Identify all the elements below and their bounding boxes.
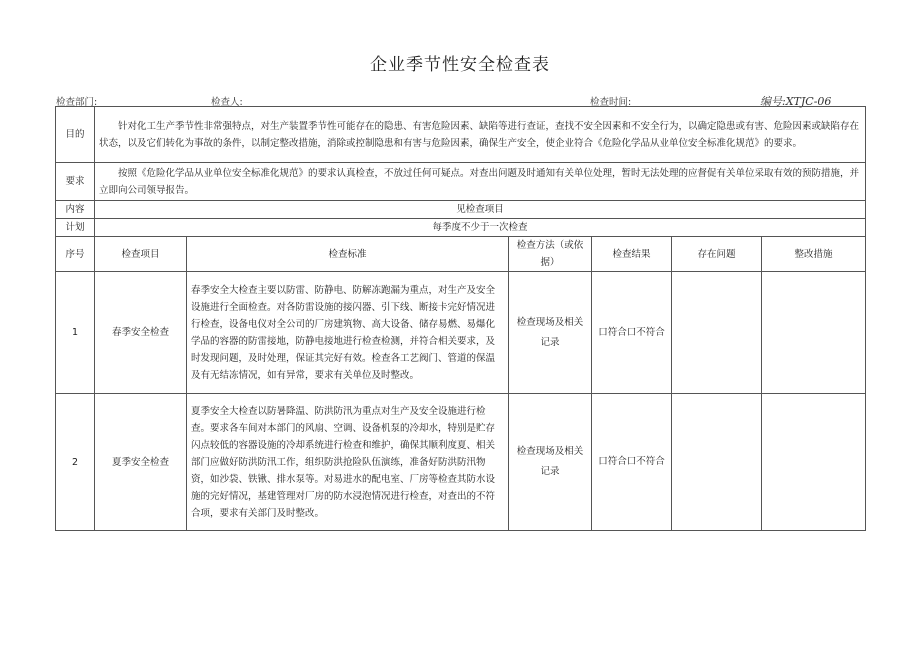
- doc-code: 编号:XTJC-06: [760, 95, 832, 108]
- header-standard: 检查标准: [187, 237, 509, 272]
- row-measure[interactable]: [762, 272, 866, 394]
- requirement-row: [56, 163, 866, 201]
- time-label: 检查时间:: [590, 97, 632, 108]
- row-item: 春季安全检查: [95, 272, 187, 394]
- requirement-text: 按照《危险化学品从业单位安全标准化规范》的要求认真检查，不放过任何可疑点。对查出问题及时通知有关单位处理，暂时无法处理的应督促有关单位采取有效的预防措施，并立即向公司领导报告。: [95, 163, 866, 201]
- content-row: [56, 201, 866, 219]
- header-row: [56, 237, 866, 272]
- plan-label: 计划: [56, 219, 95, 237]
- row-standard: 春季安全大检查主要以防雷、防静电、防解冻跑漏为重点，对生产及安全设施进行全面检查。对各防雷设施的接闪器、引下线、断接卡完好情况进行检查，设备电仪对全公司的厂房建筑物、高大设备、储存易燃、易爆化学品的容器的防雷接地，防静电接地进行检查检测，并符合相关要求，及时发现问题，及时处理，保证其完好有效。检查各工艺阀门、管道的保温及有无结冻情况，如有异常，要求有关单位及时整改。: [187, 272, 509, 394]
- row-method: 检查现场及相关记录: [509, 394, 592, 531]
- content-label: 内容: [56, 201, 95, 219]
- inspection-table: [55, 106, 866, 531]
- row-result[interactable]: 口符合口不符合: [592, 272, 672, 394]
- dept-label: 检查部门:: [56, 97, 98, 108]
- plan-row: [56, 219, 866, 237]
- content-text: 见检查项目: [95, 201, 866, 219]
- header-result: 检查结果: [592, 237, 672, 272]
- header-seq: 序号: [56, 237, 95, 272]
- row-issue[interactable]: [672, 394, 762, 531]
- row-method: 检查现场及相关记录: [509, 272, 592, 394]
- requirement-label: 要求: [56, 163, 95, 201]
- page-title: 企业季节性安全检查表: [370, 55, 550, 75]
- row-standard: 夏季安全大检查以防暑降温、防洪防汛为重点对生产及安全设施进行检查。要求各车间对本部门的风扇、空调、设备机泵的冷却水，特别是贮存闪点较低的容器设施的冷却系统进行检查和维护，确保其顺利度夏、相关部门应做好防洪防汛工作，组织防洪抢险队伍演练，准备好防洪防汛物资，如沙袋、铁锹、排水泵等。对易进水的配电室、厂房等检查其防水设施的完好情况，基建管理对厂房的防水浸泡情况进行检查，对查出的不符合项，要求有关部门及时整改。: [187, 394, 509, 531]
- row-issue[interactable]: [672, 272, 762, 394]
- header-measure: 整改措施: [762, 237, 866, 272]
- header-item: 检查项目: [95, 237, 187, 272]
- purpose-label: 目的: [56, 107, 95, 163]
- row-seq: 1: [56, 272, 95, 394]
- purpose-row: [56, 107, 866, 163]
- table-row: [56, 272, 866, 394]
- row-seq: 2: [56, 394, 95, 531]
- plan-text: 每季度不少于一次检查: [95, 219, 866, 237]
- row-measure[interactable]: [762, 394, 866, 531]
- purpose-text: 针对化工生产季节性非常强特点，对生产装置季节性可能存在的隐患、有害危险因素、缺陷等进行查证，查找不安全因素和不安全行为，以确定隐患或有害、危险因素或缺陷存在状态，以及它们转化为事故的条件，以制定整改措施，消除或控制隐患和有害与危险因素，确保生产安全，使企业符合《危险化学品从业单位安全标准化规范》的要求。: [95, 107, 866, 163]
- table-row: [56, 394, 866, 531]
- row-result[interactable]: 口符合口不符合: [592, 394, 672, 531]
- row-item: 夏季安全检查: [95, 394, 187, 531]
- header-issue: 存在问题: [672, 237, 762, 272]
- header-method: 检查方法（或依据）: [509, 237, 592, 272]
- inspector-label: 检查人:: [211, 97, 243, 108]
